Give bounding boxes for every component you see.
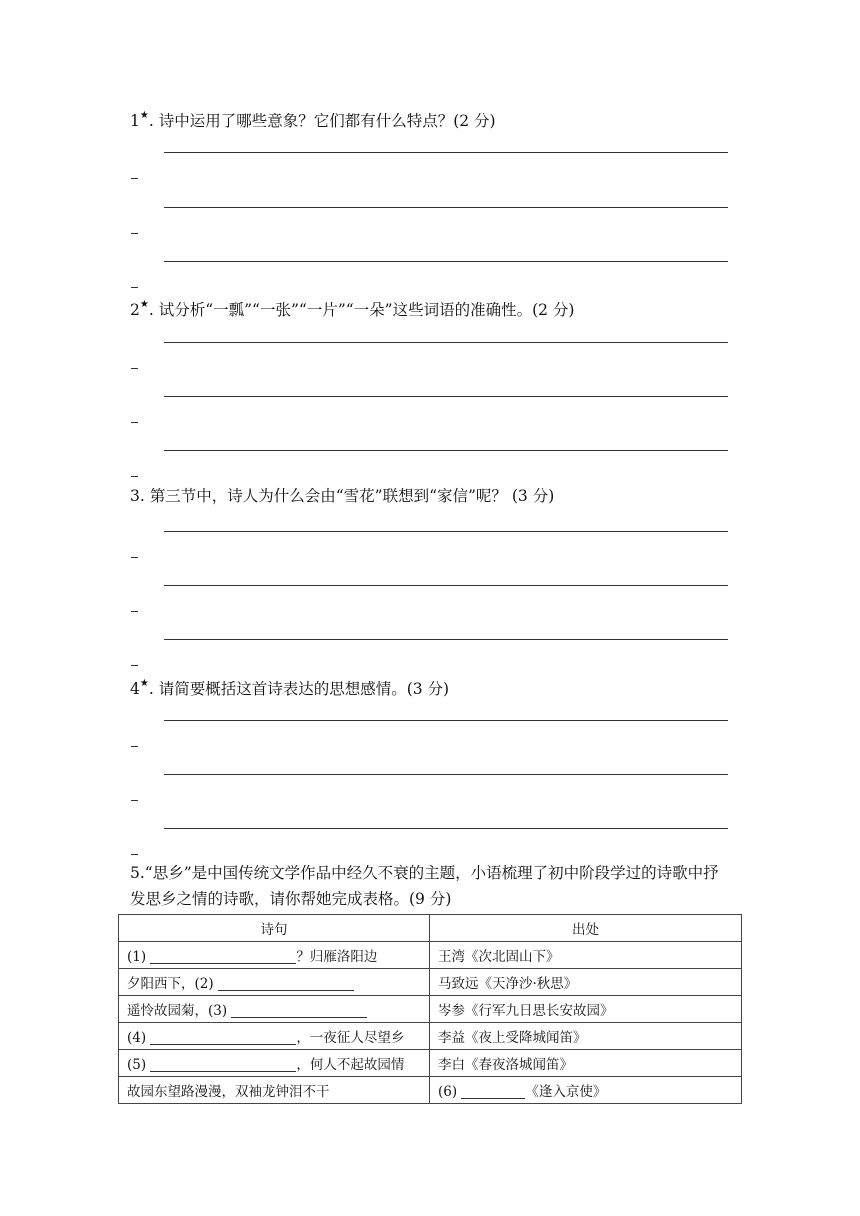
answer-line[interactable] [164,342,728,343]
source-cell: 岑参《行军九日思长安故园》 [430,996,742,1023]
fill-blank-3[interactable] [231,1003,367,1018]
column-header-source: 出处 [430,915,742,942]
poem-table [118,914,742,1104]
verse-cell: 故园东望路漫漫，双袖龙钟泪不干 [119,1077,430,1104]
line-dash [131,233,138,234]
line-dash [131,746,138,747]
answer-line[interactable] [164,261,728,262]
question-3 [130,486,554,506]
line-dash [131,368,138,369]
verse-cell: (5) ，何人不起故园情 [119,1050,430,1077]
star-icon: ★ [139,299,149,310]
question-number: 2 [130,301,140,320]
fill-blank-6[interactable] [461,1084,525,1099]
fill-blank-2[interactable] [218,976,354,991]
line-dash [131,557,138,558]
question-text: . 第三节中，诗人为什么会由“雪花”联想到“家信”呢？ (3 分) [139,487,555,505]
line-dash [131,178,138,179]
question-text: . 请简要概括这首诗表达的思想感情。(3 分) [148,680,450,699]
table-row [119,969,742,996]
question-number: 1 [130,112,140,131]
fill-blank-1[interactable] [150,949,296,964]
table-row [119,1077,742,1104]
answer-line[interactable] [164,152,728,153]
column-header-verse: 诗句 [119,915,430,942]
table-row [119,1023,742,1050]
answer-line[interactable] [164,450,728,451]
line-dash [131,476,138,477]
answer-line[interactable] [164,639,728,640]
line-dash [131,422,138,423]
answer-line[interactable] [164,774,728,775]
source-cell: 李白《春夜洛城闻笛》 [430,1050,742,1077]
answer-line[interactable] [164,720,728,721]
verse-cell: 遥怜故园菊，(3) [119,996,430,1023]
table-row [119,996,742,1023]
question-text: . 诗中运用了哪些意象？它们都有什么特点？(2 分) [148,112,496,131]
question-5-text: 5.“思乡”是中国传统文学作品中经久不衰的主题，小语梳理了初中阶段学过的诗歌中抒发思乡之情的诗歌，请你帮她完成表格。(9 分) [130,864,719,908]
question-number: 3 [130,487,140,505]
verse-cell: (4) ，一夜征人尽望乡 [119,1023,430,1050]
verse-cell: (1) ？归雁洛阳边 [119,942,430,969]
source-cell: (6) 《逢入京使》 [430,1077,742,1104]
source-cell: 李益《夜上受降城闻笛》 [430,1023,742,1050]
fill-blank-4[interactable] [150,1030,296,1045]
verse-cell: 夕阳西下，(2) [119,969,430,996]
fill-blank-5[interactable] [150,1057,296,1072]
line-dash [131,611,138,612]
table-header-row [119,915,742,942]
star-icon: ★ [139,678,149,689]
line-dash [131,287,138,288]
line-dash [131,800,138,801]
star-icon: ★ [139,110,149,121]
answer-line[interactable] [164,396,728,397]
answer-line[interactable] [164,207,728,208]
source-cell: 王湾《次北固山下》 [430,942,742,969]
question-2 [130,297,574,320]
line-dash [131,854,138,855]
source-cell: 马致远《天净沙·秋思》 [430,969,742,996]
answer-line[interactable] [164,531,728,532]
question-1 [130,108,496,131]
table-row [119,942,742,969]
answer-line[interactable] [164,828,728,829]
table-row [119,1050,742,1077]
question-number: 4 [130,680,140,699]
question-text: . 试分析“一瓢”“一张”“一片”“一朵”这些词语的准确性。(2 分) [148,301,575,320]
line-dash [131,665,138,666]
question-4 [130,676,449,699]
answer-line[interactable] [164,585,728,586]
